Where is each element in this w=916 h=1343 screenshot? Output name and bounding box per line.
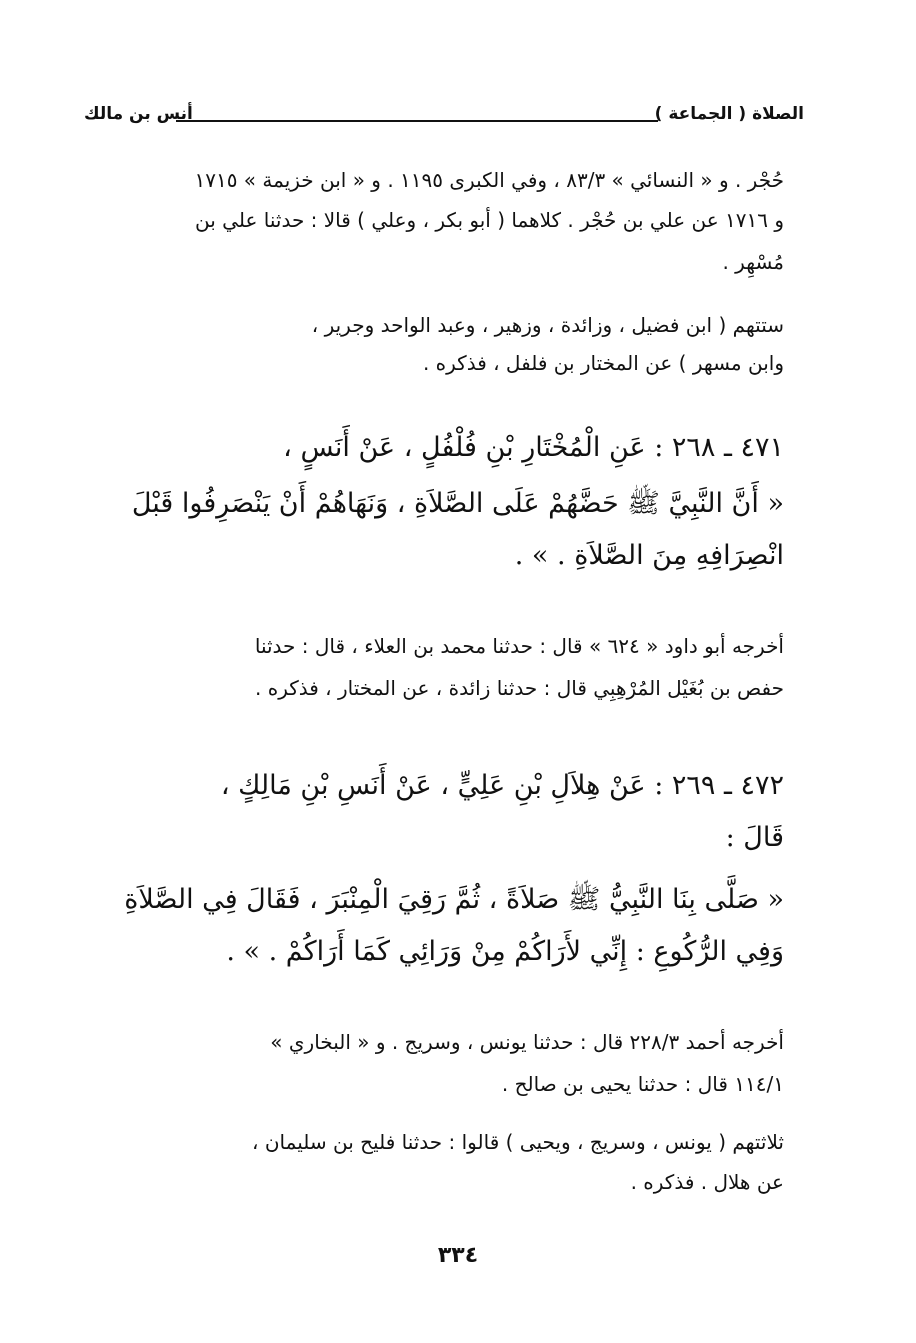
citation-line: أخرجه أبو داود « ٦٢٤ » قال : حدثنا محمد بن العلاء ، قال : حدثنا [254, 634, 784, 658]
citation-line: حفص بن بُغَيْل المُرْهِبِي قال : حدثنا زائدة ، عن المختار ، فذكره . [255, 676, 784, 700]
page-number: ٣٣٤ [437, 1243, 479, 1268]
citation-line: أخرجه أحمد ٢٢٨/٣ قال : حدثنا يونس ، وسريج . و « البخاري » [270, 1030, 784, 1054]
header-rule [176, 120, 658, 122]
citation-line: ثلاثتهم ( يونس ، وسريج ، ويحيى ) قالوا : حدثنا فليح بن سليمان ، [252, 1130, 784, 1154]
citation-line: مُسْهِر . [722, 250, 784, 274]
hadith-text: انْصِرَافِهِ مِنَ الصَّلاَةِ . » . [514, 540, 784, 571]
citation-line: و ١٧١٦ عن علي بن حُجْر . كلاهما ( أبو بكر ، وعلي ) قالا : حدثنا علي بن [195, 208, 784, 232]
citation-line: ١١٤/١ قال : حدثنا يحيى بن صالح . [501, 1072, 784, 1096]
citation-line: ستتهم ( ابن فضيل ، وزائدة ، وزهير ، وعبد الواحد وجرير ، [311, 313, 784, 337]
hadith-text: ٤٧٢ ـ ٢٦٩ : عَنْ هِلاَلِ بْنِ عَلِيٍّ ، عَنْ أَنَسِ بْنِ مَالِكٍ ، [220, 770, 784, 801]
hadith-text: ٤٧١ ـ ٢٦٨ : عَنِ الْمُخْتَارِ بْنِ فُلْفُلٍ ، عَنْ أَنَسٍ ، [283, 432, 784, 463]
hadith-text: وَفِي الرُّكُوعِ : إِنِّي لأَرَاكُمْ مِنْ وَرَائِي كَمَا أَرَاكُمْ . » . [226, 936, 784, 967]
citation-line: حُجْر . و « النسائي » ٨٣/٣ ، وفي الكبرى ١١٩٥ . و « ابن خزيمة » ١٧١٥ [194, 168, 784, 192]
running-header-companion: أنس بن مالك [84, 104, 193, 124]
hadith-text: قَالَ : [725, 822, 784, 853]
hadith-text: « صَلَّى بِنَا النَّبِيُّ ﷺ صَلاَةً ، ثُمَّ رَقِيَ الْمِنْبَرَ ، فَقَالَ فِي الصَّلاَةِ [124, 884, 784, 915]
running-header-chapter: الصلاة ( الجماعة ) [654, 104, 804, 124]
citation-line: وابن مسهر ) عن المختار بن فلفل ، فذكره . [422, 351, 784, 375]
hadith-text: « أَنَّ النَّبِيَّ ﷺ حَضَّهُمْ عَلَى الصَّلاَةِ ، وَنَهَاهُمْ أَنْ يَنْصَرِفُوا قَبْلَ [131, 488, 784, 519]
citation-line: عن هلال . فذكره . [630, 1170, 784, 1194]
